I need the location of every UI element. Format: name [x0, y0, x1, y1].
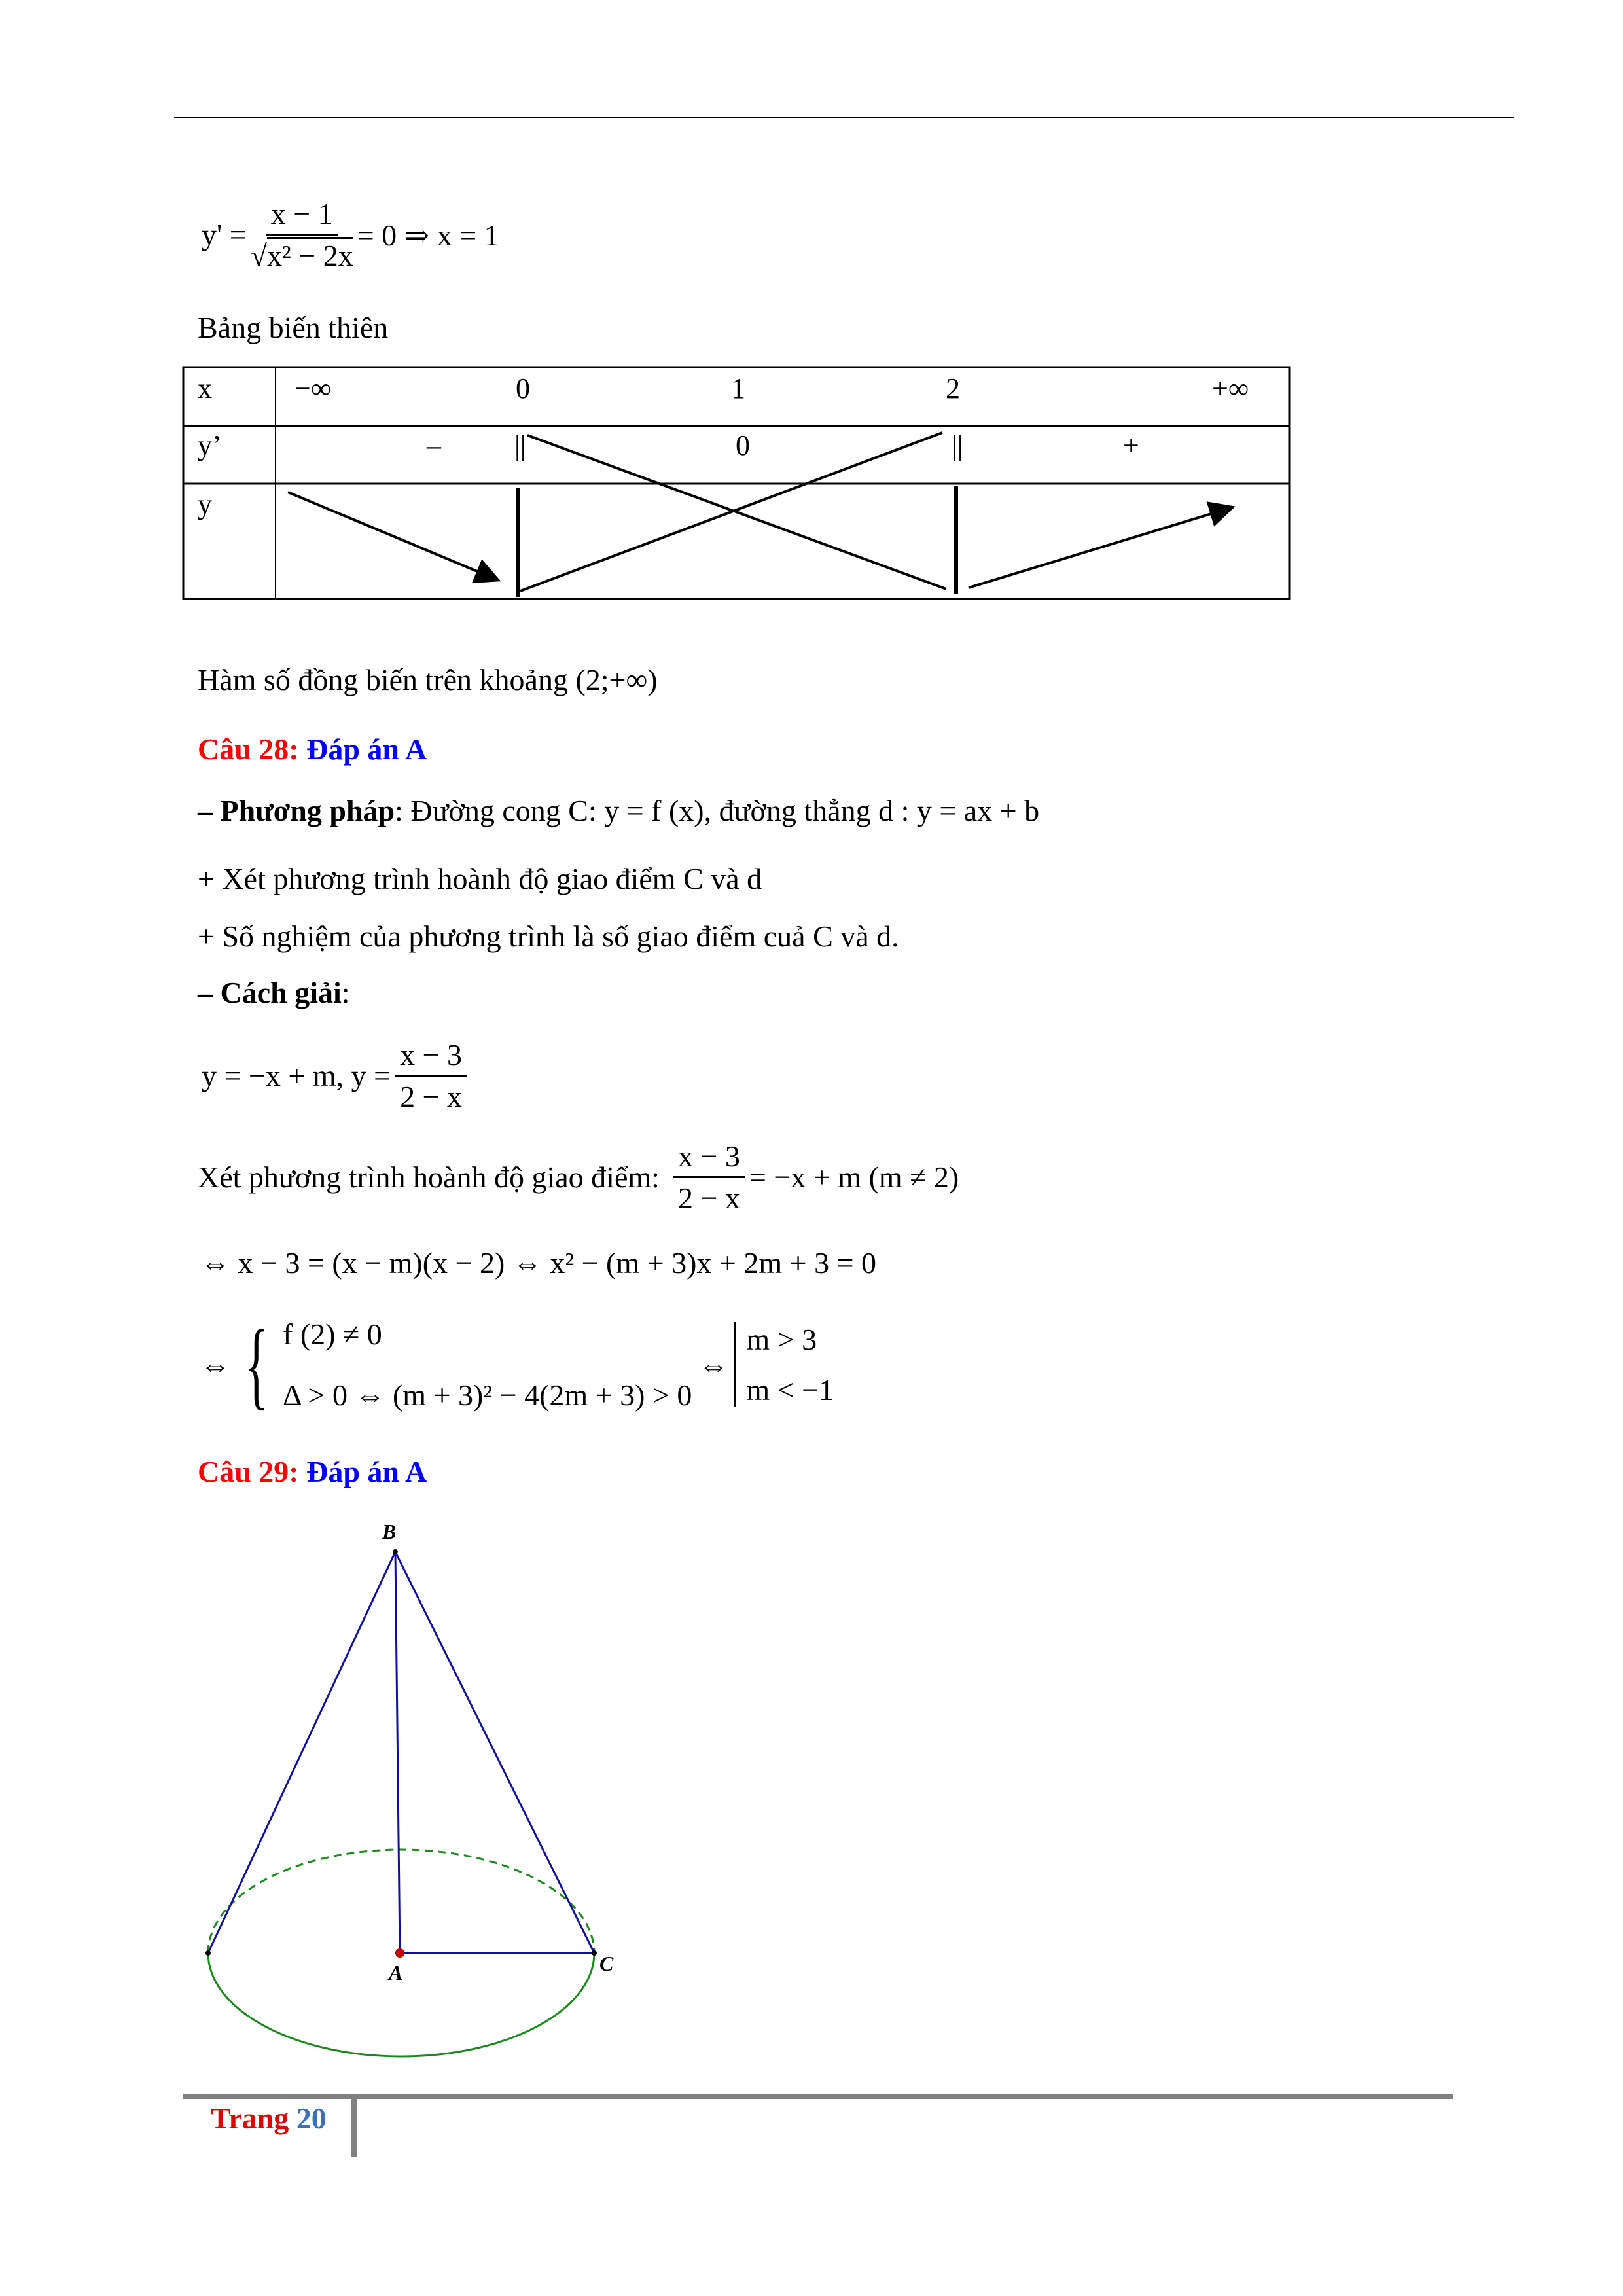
point-A [395, 1948, 404, 1958]
point-left [205, 1950, 211, 1956]
edge-left [208, 1552, 395, 1953]
label-A: A [389, 1961, 403, 1984]
derivative-rhs: = 0 ⇒ x = 1 [357, 218, 499, 252]
decrease-arrow-1 [288, 492, 496, 579]
eq4-case1: m > 3 [746, 1323, 817, 1356]
eq2-rhs: = −x + m (m ≠ 2) [749, 1160, 959, 1194]
x-value: 0 [516, 372, 530, 404]
derivative-formula: y' = $\frac{x - 1}{\text{√x² − 2x}}$ = 0 ⇒ x = 1 [202, 197, 499, 272]
eq4-case2: m < −1 [746, 1373, 834, 1407]
brace: { [245, 1310, 268, 1419]
equation-2 [198, 1139, 959, 1215]
equation-3: ⇔ x − 3 = (x − m)(x − 2) ⇔ x² − (m + 3)x + 2m + 3 = 0 [200, 1246, 877, 1280]
eq4-iff: ⇔ [698, 1348, 729, 1382]
q28-heading [198, 732, 427, 766]
derivative-lhs: y' = [202, 218, 247, 251]
y-prime-bar: || [514, 429, 526, 461]
derivative-numerator: x − 1 [266, 196, 338, 236]
q28-answer: Đáp án A [306, 732, 427, 766]
conclusion: Hàm số đồng biến trên khoảng (2;+∞) [198, 663, 658, 696]
q29-answer: Đáp án A [306, 1455, 427, 1488]
row-label-x: x [198, 372, 212, 404]
row-label-y-prime: y’ [198, 429, 222, 461]
variation-table [0, 0, 1623, 655]
solution-line [198, 975, 350, 1010]
row-label-y: y [198, 488, 212, 520]
solution-colon: : [341, 976, 350, 1009]
step-2: + Số nghiệm của phương trình là số giao điểm cuả C và d. [198, 920, 899, 953]
eq2-denominator: 2 − x [677, 1181, 740, 1215]
edge-BC [395, 1552, 594, 1953]
footer-divider [351, 2094, 357, 2157]
method-label: – Phương pháp [198, 794, 395, 827]
eq2-numerator: x − 3 [673, 1139, 745, 1178]
eq4-line2: Δ > 0 ⇔ (m + 3)² − 4(2m + 3) > 0 [283, 1378, 692, 1412]
q29-heading [198, 1454, 427, 1489]
table-title: Bảng biến thiên [198, 311, 389, 344]
base-back-arc [208, 1850, 594, 1953]
equation-1 [202, 1037, 471, 1114]
y-prime-minus: – [427, 429, 441, 461]
x-value: −∞ [294, 372, 332, 404]
q29-label: Câu 29: [198, 1455, 299, 1488]
footer-rule [183, 2094, 1453, 2099]
derivative-denominator: x² − 2x [267, 237, 353, 272]
point-C [592, 1950, 597, 1956]
step-1: + Xét phương trình hoành độ giao điểm C và d [198, 862, 762, 895]
solution-label: – Cách giải [198, 976, 342, 1009]
eq4-iff: ⇔ [200, 1348, 230, 1382]
equation-4 [200, 1310, 834, 1419]
page-label: Trang [211, 2102, 289, 2135]
x-value: 2 [946, 372, 960, 404]
case-bracket [734, 1322, 834, 1407]
increase-arrow [969, 508, 1230, 588]
x-value: 1 [731, 372, 745, 404]
eq1-lhs: y = −x + m, y = [202, 1059, 391, 1092]
point-B [393, 1549, 398, 1554]
q28-label: Câu 28: [198, 732, 299, 766]
y-prime-plus: + [1123, 429, 1139, 461]
edge-BA [395, 1552, 400, 1953]
label-B: B [382, 1520, 397, 1543]
eq2-lhs: Xét phương trình hoành độ giao điểm: [198, 1160, 660, 1194]
page-number [211, 2101, 327, 2136]
eq1-numerator: x − 3 [395, 1037, 467, 1077]
method-line [198, 793, 1039, 828]
label-C: C [599, 1952, 614, 1975]
y-prime-zero: 0 [736, 429, 750, 461]
method-text: : Đường cong C: y = f (x), đường thẳng d : y = ax + b [395, 794, 1040, 827]
x-value: +∞ [1212, 372, 1249, 404]
page-value: 20 [296, 2102, 327, 2135]
y-prime-bar: || [952, 429, 963, 461]
eq1-denominator: 2 − x [400, 1080, 463, 1113]
eq4-line1: f (2) ≠ 0 [283, 1318, 382, 1351]
